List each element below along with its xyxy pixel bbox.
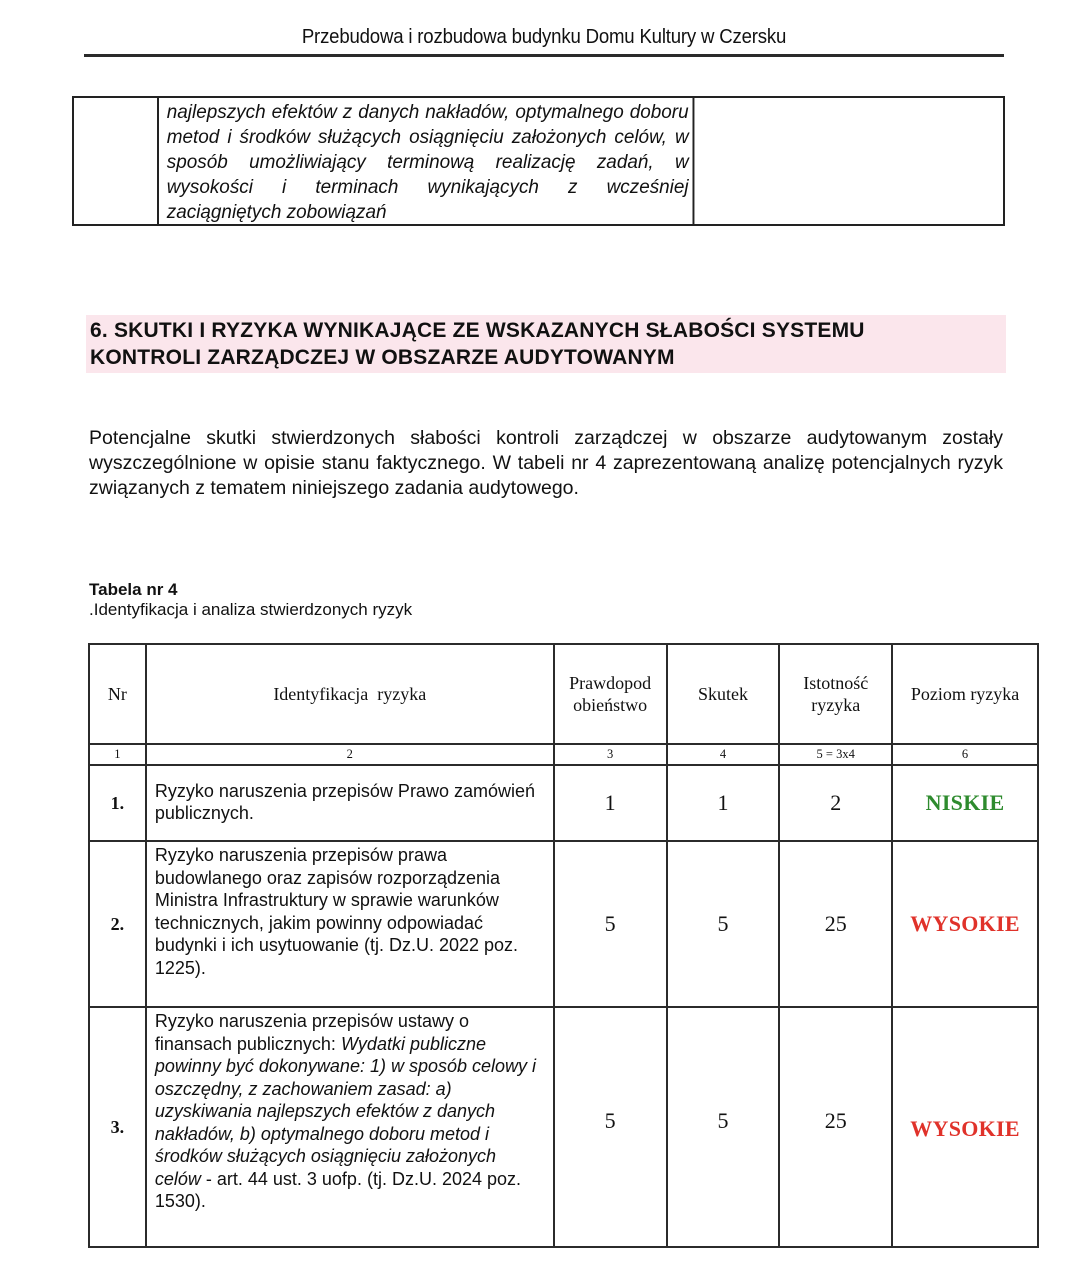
row-significance: 25: [779, 841, 892, 1007]
section-heading-line1: 6. SKUTKI I RYZYKA WYNIKAJĄCE ZE WSKAZANYCH SŁABOŚCI SYSTEMU: [90, 319, 865, 342]
continuation-table-text-cell: najlepszych efektów z danych nakładów, optymalnego doboru metod i środków służących osiągnięciu założonych celów, w sposób umożliwiający terminową realizację zadań, w wysokości i terminach wynikających z wcześniej zaciągniętych zobowiązań: [159, 98, 694, 224]
column-index: 5 = 3x4: [779, 744, 892, 765]
column-index: 6: [892, 744, 1038, 765]
continuation-table: [72, 96, 1005, 226]
row-description: Ryzyko naruszenia przepisów Prawo zamówień publicznych.: [146, 765, 554, 841]
row-significance: 2: [779, 765, 892, 841]
section-heading-line2: KONTROLI ZARZĄDCZEJ W OBSZARZE AUDYTOWANYM: [90, 346, 675, 369]
header-effect: Skutek: [667, 644, 780, 744]
table-caption-subtitle: .Identyfikacja i analiza stwierdzonych ryzyk: [89, 600, 413, 619]
table-row: [89, 1007, 1038, 1247]
section-heading: [86, 315, 1006, 373]
row-description: [146, 1007, 554, 1247]
column-index: 1: [89, 744, 146, 765]
header-divider: [84, 54, 1004, 57]
header-level: Poziom ryzyka: [892, 644, 1038, 744]
row-description-citation: - art. 44 ust. 3 uofp. (tj. Dz.U. 2024 poz. 1530).: [154, 1168, 522, 1211]
table-row: [89, 765, 1038, 841]
row-nr: 1.: [89, 765, 146, 841]
row-probability: 1: [554, 765, 667, 841]
row-risk-level: WYSOKIE: [892, 1007, 1038, 1247]
table-row: [89, 841, 1038, 1007]
row-significance: 25: [779, 1007, 892, 1247]
header-identification: Identyfikacja ryzyka: [146, 644, 554, 744]
column-index: 4: [667, 744, 780, 765]
row-risk-level: WYSOKIE: [892, 841, 1038, 1007]
table-header-row: [89, 644, 1038, 744]
page-header-title: Przebudowa i rozbudowa budynku Domu Kultury w Czersku: [301, 26, 787, 48]
continuation-table-empty-cell: [711, 98, 1003, 224]
header-probability-line1: Prawdopod: [569, 673, 652, 693]
table-caption-title: Tabela nr 4: [89, 580, 178, 599]
header-nr: Nr: [89, 644, 146, 744]
column-index-row: [89, 744, 1038, 765]
header-probability: [554, 644, 667, 744]
risk-analysis-table: [88, 643, 1039, 1248]
row-description-plain: Ryzyko naruszenia przepisów ustawy o finansach publicznych:: [154, 1011, 469, 1054]
header-significance-line2: ryzyka: [811, 695, 861, 715]
row-risk-level: NISKIE: [892, 765, 1038, 841]
row-nr: 3.: [89, 1007, 146, 1247]
header-significance: [779, 644, 892, 744]
header-significance-line1: Istotność: [803, 673, 869, 693]
column-index: 2: [146, 744, 554, 765]
column-index: 3: [554, 744, 667, 765]
row-description: Ryzyko naruszenia przepisów prawa budowlanego oraz zapisów rozporządzenia Ministra Infrastruktury w sprawie warunków technicznych, jakim powinny odpowiadać budynki i ich usytuowanie (tj. Dz.U. 2022 poz. 1225).: [146, 841, 554, 1007]
row-probability: 5: [554, 1007, 667, 1247]
row-nr: 2.: [89, 841, 146, 1007]
row-description-quote: Wydatki publiczne powinny być dokonywane: 1) w sposób celowy i oszczędny, z zachowaniem zasad: a) uzyskiwania najlepszych efektów z danych nakładów, b) optymalnego doboru metod i środków służących osiągnięciu założonych celów: [154, 1033, 537, 1189]
row-effect: 5: [667, 1007, 780, 1247]
intro-paragraph: Potencjalne skutki stwierdzonych słabości kontroli zarządczej w obszarze audytowanym zostały wyszczególnione w opisie stanu faktycznego. W tabeli nr 4 zaprezentowaną analizę potencjalnych ryzyk związanych z tematem niniejszego zadania audytowego.: [89, 427, 1003, 499]
header-probability-line2: obieństwo: [573, 695, 648, 715]
row-effect: 5: [667, 841, 780, 1007]
row-probability: 5: [554, 841, 667, 1007]
row-effect: 1: [667, 765, 780, 841]
continuation-table-nr-cell: [74, 98, 159, 224]
